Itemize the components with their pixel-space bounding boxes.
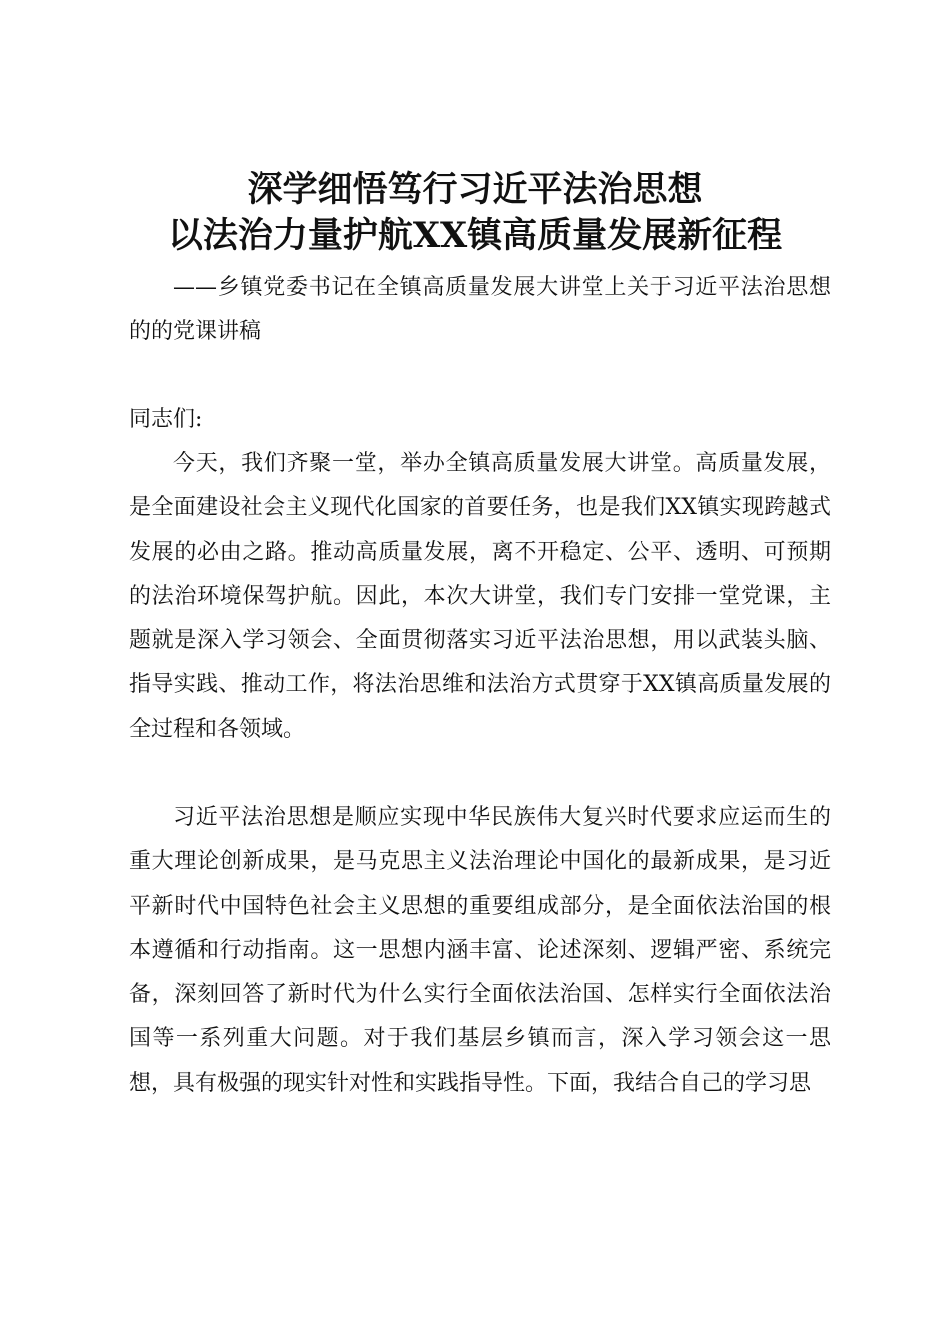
salutation: 同志们:	[129, 407, 203, 432]
document-title-line-1: 深学细悟笃行习近平法治思想	[247, 169, 703, 210]
document-subtitle: ——乡镇党委书记在全镇高质量发展大讲堂上关于习近平法治思想的的党课讲稿	[129, 275, 831, 344]
document-title-line-2: 以法治力量护航XX镇高质量发展新征程	[167, 215, 783, 256]
body-paragraph-2: 习近平法治思想是顺应实现中华民族伟大复兴时代要求应运而生的重大理论创新成果，是马克思主义法治理论中国化的最新成果，是习近平新时代中国特色社会主义思想的重要组成部分，是全面依法治国的根本遵循和行动指南。这一思想内涵丰富、论述深刻、逻辑严密、系统完备，深刻回答了新时代为什么实行全面依法治国、怎样实行全面依法治国等一系列重大问题。对于我们基层乡镇而言，深入学习领会这一思想，具有极强的现实针对性和实践指导性。下面，我结合自己的学习思	[129, 805, 831, 1096]
body-paragraph-1: 今天，我们齐聚一堂，举办全镇高质量发展大讲堂。高质量发展，是全面建设社会主义现代化国家的首要任务，也是我们XX镇实现跨越式发展的必由之路。推动高质量发展，离不开稳定、公平、透明、可预期的法治环境保驾护航。因此，本次大讲堂，我们专门安排一堂党课，主题就是深入学习领会、全面贯彻落实习近平法治思想，用以武装头脑、指导实践、推动工作，将法治思维和法治方式贯穿于XX镇高质量发展的全过程和各领域。	[129, 451, 831, 742]
